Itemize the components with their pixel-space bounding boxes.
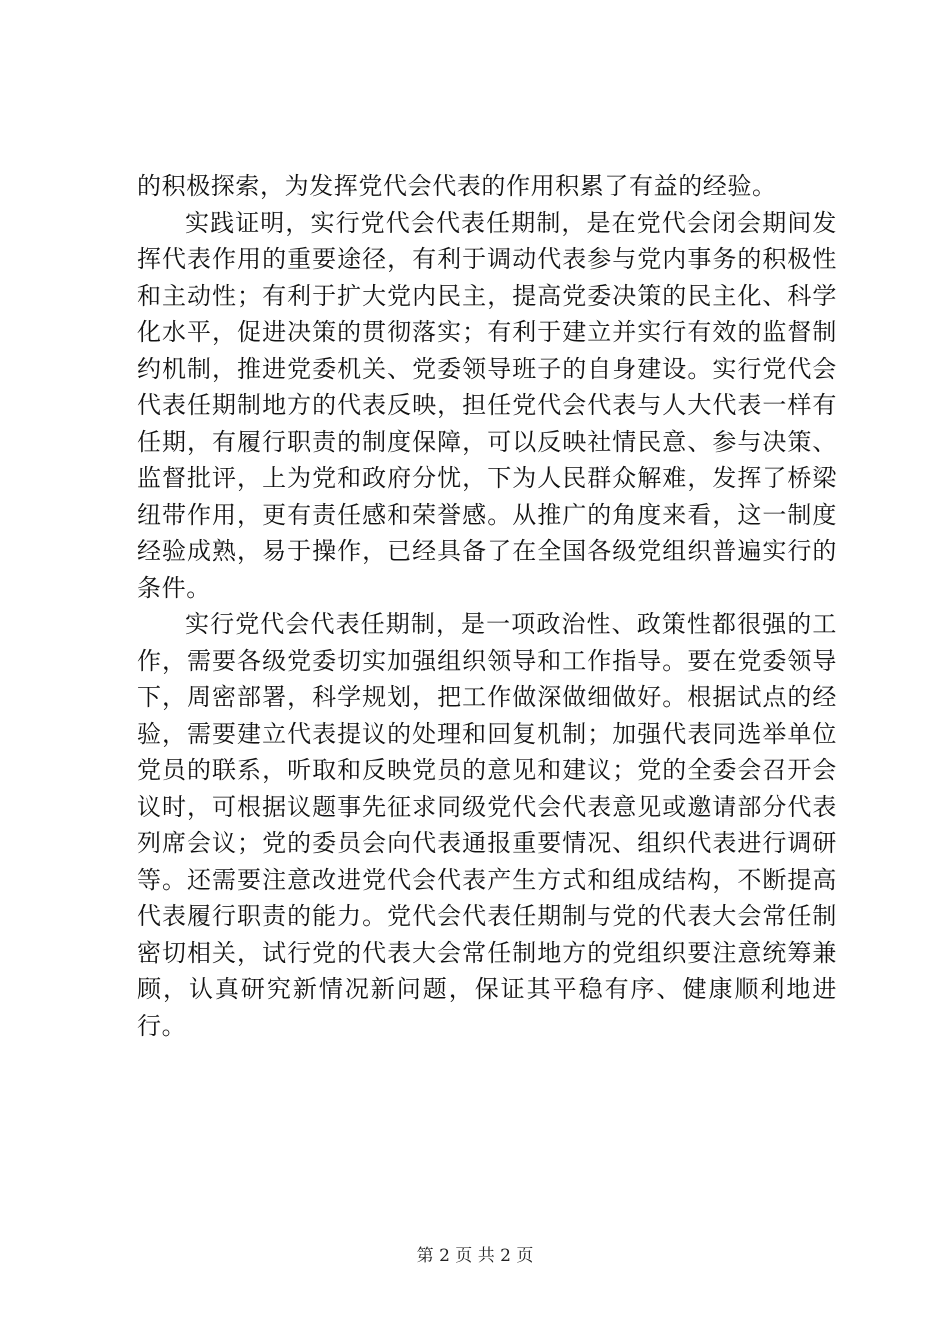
paragraph-continuation: 的积极探索，为发挥党代会代表的作用积累了有益的经验。 [137,172,777,200]
paragraph-implementation: 实行党代会代表任期制，是一项政治性、政策性都很强的工作，需要各级党委切实加强组织领导和工作指导。要在党委领导下，周密部署，科学规划，把工作做深做细做好。根据试点的经验，需要建立代表提议的处理和回复机制；加强代表同选举单位党员的联系，听取和反映党员的意见和建议；党的全委会召开会议时，可根据议题事先征求同级党代会代表意见或邀请部分代表列席会议；党的委员会向代表通报重要情况、组织代表进行调研等。还需要注意改进党代会代表产生方式和组成结构，不断提高代表履行职责的能力。党代会代表任期制与党的代表大会常任制密切相关，试行党的代表大会常任制地方的党组织要注意统筹兼顾，认真研究新情况新问题，保证其平稳有序、健康顺利地进行。 [137,610,837,1040]
document-body [137,168,837,1044]
page-number-footer: 第 2 页 共 2 页 [416,1246,534,1266]
paragraph-practice-proof: 实践证明，实行党代会代表任期制，是在党代会闭会期间发挥代表作用的重要途径，有利于调动代表参与党内事务的积极性和主动性；有利于扩大党内民主，提高党委决策的民主化、科学化水平，促进决策的贯彻落实；有利于建立并实行有效的监督制约机制，推进党委机关、党委领导班子的自身建设。实行党代会代表任期制地方的代表反映，担任党代会代表与人大代表一样有任期，有履行职责的制度保障，可以反映社情民意、参与决策、监督批评，上为党和政府分忧，下为人民群众解难，发挥了桥梁纽带作用，更有责任感和荣誉感。从推广的角度来看，这一制度经验成熟，易于操作，已经具备了在全国各级党组织普遍实行的条件。 [137,208,837,602]
